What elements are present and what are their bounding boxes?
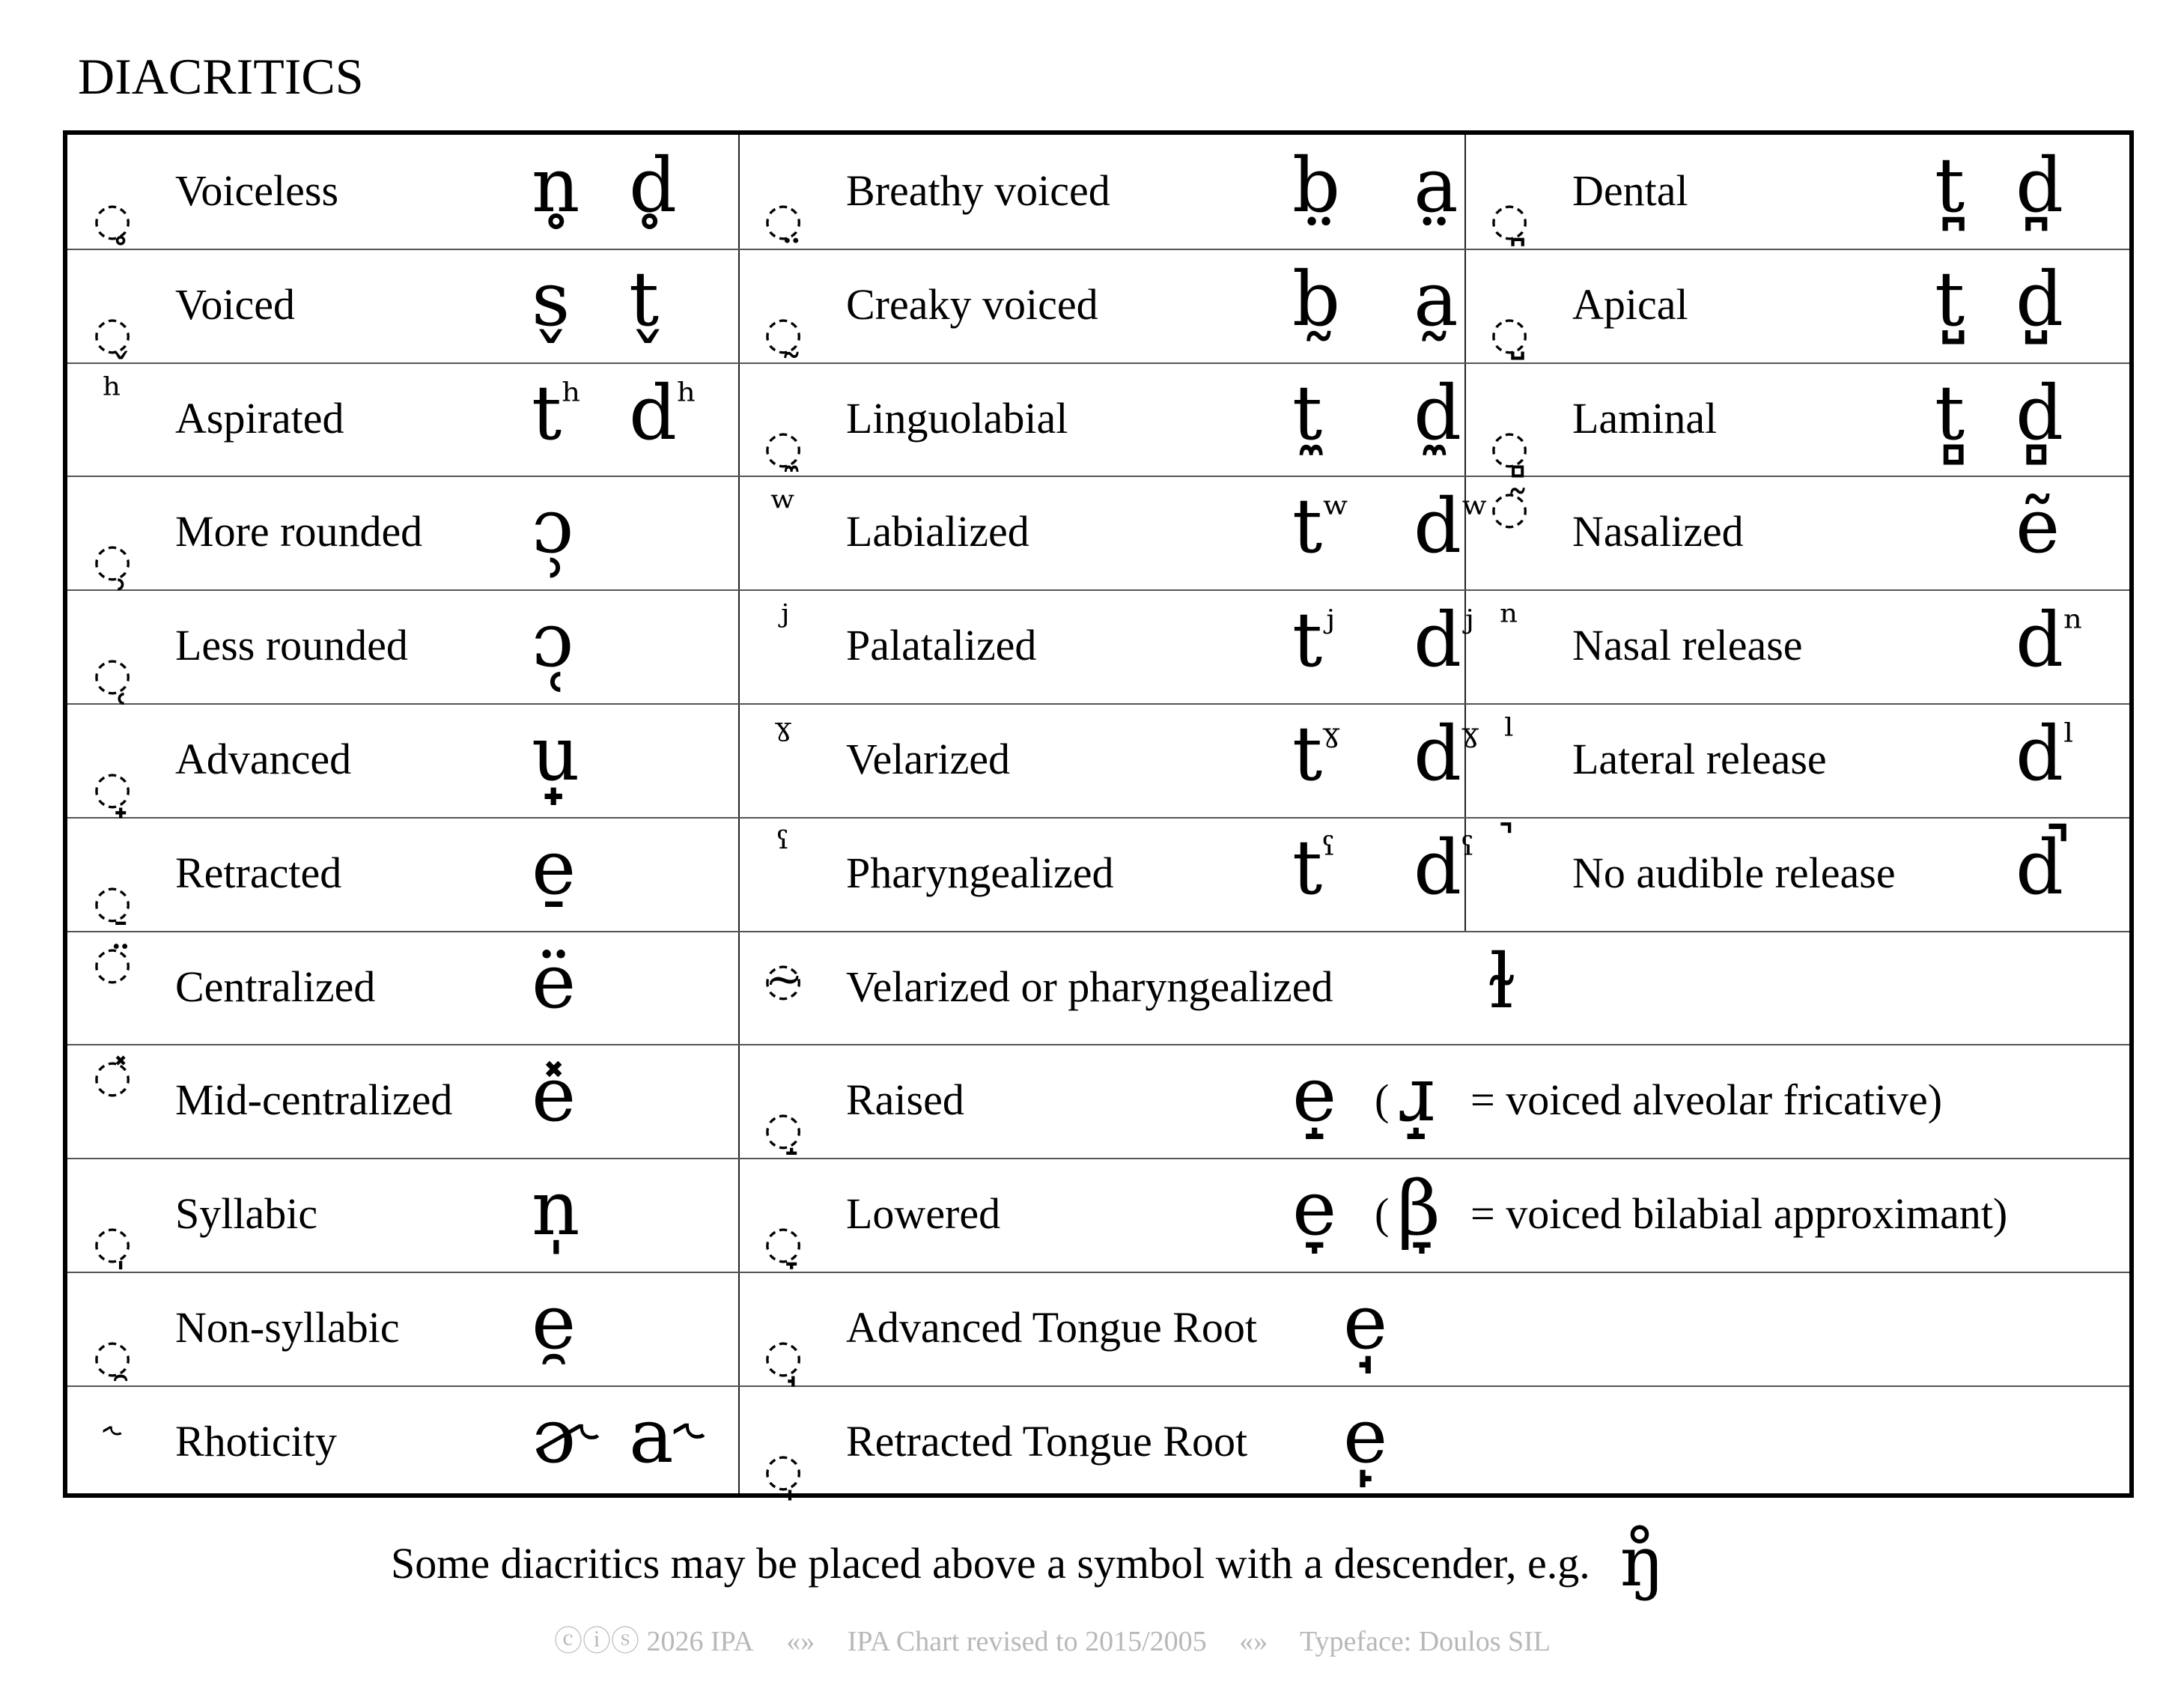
diacritic-mark xyxy=(82,1158,142,1271)
left-row xyxy=(67,362,738,476)
left-row xyxy=(67,476,738,589)
example-symbol-base: t xyxy=(532,369,562,457)
example-symbol xyxy=(2016,596,2084,684)
note-symbol: ɹ̝ xyxy=(1397,1051,1435,1138)
middle-row xyxy=(738,589,1474,702)
example-symbol-base: t̺ xyxy=(1935,255,1965,343)
diacritic-label: Dental xyxy=(1572,166,1688,215)
diacritic-mark xyxy=(1479,249,1539,362)
example-symbol xyxy=(2016,369,2064,457)
note-text: = voiced bilabial approximant) xyxy=(1470,1189,2008,1238)
left-row xyxy=(67,1044,738,1157)
right-row xyxy=(1464,589,2129,702)
diacritic-mark xyxy=(82,476,142,589)
example-symbol-base: t̬ xyxy=(629,255,660,343)
diacritic-glyph: ◌̘ xyxy=(763,1330,803,1382)
diacritic-glyph: ◌̈ xyxy=(92,937,133,989)
example-symbol-superscript: ˠ xyxy=(1461,714,1479,768)
credit-line xyxy=(554,1618,1576,1659)
left-row xyxy=(67,1385,738,1499)
diacritic-label: Velarized xyxy=(846,735,1010,783)
diacritic-glyph: ◌̴ xyxy=(763,953,803,1006)
example-symbol-base: ë xyxy=(532,938,577,1025)
middle-row xyxy=(738,135,1464,248)
diacritic-label: Linguolabial xyxy=(846,394,1068,443)
diacritic-mark xyxy=(82,362,142,476)
diacritic-glyph: ◌̩ xyxy=(92,1216,133,1269)
diacritic-glyph: ˠ xyxy=(774,709,792,762)
right-row xyxy=(1464,817,2129,930)
left-row xyxy=(67,931,738,1044)
credit-separator: «» xyxy=(786,1626,815,1657)
example-symbol-base: d xyxy=(1414,482,1462,570)
diacritic-glyph: ◌̽ xyxy=(92,1050,133,1102)
example-symbol xyxy=(532,938,577,1025)
diacritic-label: Advanced Tongue Root xyxy=(846,1303,1257,1352)
example-symbol-superscript: ˡ xyxy=(2063,714,2075,768)
example-symbol-base: e̙ xyxy=(1343,1392,1388,1480)
example-symbol xyxy=(629,369,697,457)
diacritic-mark xyxy=(1479,589,1539,702)
example-symbol-base: t̪ xyxy=(1935,142,1965,229)
diacritic-glyph xyxy=(1479,823,1539,875)
left-row xyxy=(67,703,738,816)
diacritic-label: Labialized xyxy=(846,507,1029,556)
diacritic-label: Apical xyxy=(1572,280,1688,329)
diacritic-mark xyxy=(82,931,142,1044)
example-symbol-base: d xyxy=(2016,710,2064,798)
diacritic-mark xyxy=(753,249,813,362)
diacritic-label: Rhoticity xyxy=(175,1417,337,1466)
diacritic-glyph: ◌̜ xyxy=(92,648,133,700)
example-symbol xyxy=(1292,1165,1337,1252)
diacritic-label: Raised xyxy=(846,1075,964,1124)
credit-separator: «» xyxy=(1239,1626,1268,1657)
diacritic-mark xyxy=(82,817,142,930)
example-symbol xyxy=(1292,596,1335,684)
diacritic-label: Nasal release xyxy=(1572,621,1803,670)
left-row xyxy=(67,589,738,702)
example-symbol-base: ɔ̹ xyxy=(532,482,574,570)
note-text: = voiced alveolar fricative) xyxy=(1470,1075,1943,1124)
example-symbol xyxy=(1292,142,1341,229)
diacritic-mark xyxy=(753,703,813,816)
example-symbol xyxy=(1292,255,1341,343)
middle-row xyxy=(738,817,1475,930)
example-symbol xyxy=(629,1392,705,1480)
footnote-example: ŋ̊ xyxy=(1619,1522,1665,1602)
diacritic-glyph: ʲ xyxy=(777,595,789,648)
example-symbol xyxy=(1935,255,1965,343)
diacritic-label: Centralized xyxy=(175,962,376,1011)
diacritic-mark xyxy=(1479,135,1539,248)
diacritic-mark xyxy=(753,1272,813,1385)
example-symbol-base: e̽ xyxy=(532,1051,577,1138)
example-symbol-base: d xyxy=(1414,824,1462,911)
example-symbol-base: e̝ xyxy=(1292,1051,1337,1138)
example-symbol xyxy=(2016,482,2060,570)
example-symbol xyxy=(532,142,580,229)
example-symbol-base: n̩ xyxy=(532,1165,580,1252)
example-symbol-base: t xyxy=(1292,596,1323,684)
example-symbol xyxy=(1292,482,1350,570)
example-symbol-base: d xyxy=(1414,710,1462,798)
left-row xyxy=(67,1272,738,1385)
diacritic-glyph: ◌̟ xyxy=(92,762,133,814)
diacritic-mark xyxy=(82,135,142,248)
example-symbol-base: d̪ xyxy=(2016,142,2064,229)
example-symbol-superscript: ʷ xyxy=(1322,486,1350,541)
diacritic-glyph: ◌̪ xyxy=(1489,193,1530,246)
example-symbol xyxy=(1414,142,1458,229)
example-symbol xyxy=(1414,369,1462,457)
wide-row xyxy=(738,1272,2129,1385)
example-symbol xyxy=(1487,938,1516,1025)
diacritic-label: Aspirated xyxy=(175,394,344,443)
right-row xyxy=(1464,249,2129,362)
diacritic-glyph: ◌̠ xyxy=(92,875,133,928)
example-symbol-base: t xyxy=(1292,710,1323,798)
diacritic-label: Voiceless xyxy=(175,166,339,215)
middle-row xyxy=(738,476,1489,589)
example-symbol-base: t xyxy=(1292,824,1323,911)
example-symbol xyxy=(532,482,574,570)
example-symbol xyxy=(532,1165,580,1252)
example-symbol-base: e̯ xyxy=(532,1278,577,1366)
diacritic-glyph: ◌̥ xyxy=(92,193,133,246)
wide-row xyxy=(738,931,2129,1044)
diacritic-mark xyxy=(82,249,142,362)
example-symbol-base: d xyxy=(629,369,678,457)
diacritic-label: Retracted xyxy=(175,848,342,897)
example-symbol xyxy=(1292,710,1340,798)
footnote-text: Some diacritics may be placed above a symbol with a descender, e.g. xyxy=(391,1539,1590,1588)
diacritic-glyph: ◌̙ xyxy=(763,1444,803,1496)
example-symbol-superscript: ˤ xyxy=(1322,828,1336,882)
example-symbol xyxy=(532,369,582,457)
diacritic-label: Advanced xyxy=(175,735,352,783)
diacritic-mark xyxy=(753,931,813,1044)
diacritic-glyph: ◌̰ xyxy=(763,307,803,359)
page-title: DIACRITICS xyxy=(78,48,364,105)
example-symbol xyxy=(532,824,577,911)
example-symbol-base: t̻ xyxy=(1935,369,1965,457)
example-symbol-base: u̟ xyxy=(532,710,580,798)
credit-typeface: Typeface: Doulos SIL xyxy=(1300,1626,1551,1657)
example-symbol-base: d̺ xyxy=(2016,255,2064,343)
example-symbol-base: d̻ xyxy=(2016,369,2064,457)
wide-row xyxy=(738,1044,2129,1157)
diacritic-glyph: ⁿ xyxy=(1500,595,1519,648)
middle-row xyxy=(738,249,1464,362)
example-symbol-base: b̰ xyxy=(1292,255,1341,343)
diacritic-label: Pharyngealized xyxy=(846,848,1114,897)
example-symbol xyxy=(2016,710,2075,798)
diacritic-glyph: ˞ xyxy=(103,1408,122,1460)
diacritic-glyph: ◌̬ xyxy=(92,307,133,359)
example-symbol xyxy=(1414,255,1458,343)
diacritic-label: Breathy voiced xyxy=(846,166,1110,215)
diacritic-label: Voiced xyxy=(175,280,296,329)
example-symbol xyxy=(1292,369,1323,457)
example-symbol-base: ẽ xyxy=(2016,482,2060,570)
diacritic-label: Laminal xyxy=(1572,394,1718,443)
example-symbol xyxy=(1343,1392,1388,1480)
left-row xyxy=(67,249,738,362)
right-row xyxy=(1464,703,2129,816)
example-symbol xyxy=(1935,369,1965,457)
diacritic-mark xyxy=(753,135,813,248)
example-symbol xyxy=(532,1392,595,1480)
example-symbol-superscript: ʰ xyxy=(562,373,582,428)
example-symbol-base: ɚ xyxy=(532,1392,595,1480)
example-symbol-base: t̼ xyxy=(1292,369,1323,457)
example-symbol xyxy=(1935,142,1965,229)
example-symbol-base: ɔ̜ xyxy=(532,596,574,684)
left-row xyxy=(67,817,738,930)
diacritic-mark xyxy=(753,1385,813,1499)
diacritic-mark xyxy=(1479,476,1539,589)
diacritic-label: Less rounded xyxy=(175,621,408,670)
diacritic-glyph: ◌̯ xyxy=(92,1330,133,1382)
note-paren: ( xyxy=(1375,1189,1390,1238)
diacritic-label: Velarized or pharyngealized xyxy=(846,962,1333,1011)
example-symbol xyxy=(2016,255,2064,343)
example-symbol-base: e̞ xyxy=(1292,1165,1337,1252)
diacritic-mark xyxy=(753,589,813,702)
example-symbol-base: d̥ xyxy=(629,142,678,229)
example-symbol-superscript: ˠ xyxy=(1322,714,1340,768)
credit-revision: IPA Chart revised to 2015/2005 xyxy=(847,1626,1207,1657)
example-symbol-base: n̥ xyxy=(532,142,580,229)
example-symbol-superscript: ʲ xyxy=(1322,600,1335,655)
diacritic-mark xyxy=(82,589,142,702)
diacritic-mark xyxy=(1479,362,1539,476)
footnote xyxy=(391,1520,1665,1602)
diacritic-mark xyxy=(753,1044,813,1157)
diacritic-label: Syllabic xyxy=(175,1189,318,1238)
right-row xyxy=(1464,135,2129,248)
example-symbol-base: e̘ xyxy=(1343,1278,1388,1366)
example-symbol-base: a̰ xyxy=(1414,255,1458,343)
diacritic-label: No audible release xyxy=(1572,848,1896,897)
diacritic-mark xyxy=(82,1044,142,1157)
diacritic-glyph: ◌̹ xyxy=(92,534,133,586)
left-row xyxy=(67,135,738,248)
diacritic-mark xyxy=(82,703,142,816)
diacritics-table xyxy=(63,130,2134,1498)
example-symbol-superscript: ʲ xyxy=(1461,600,1474,655)
diacritic-glyph: ˡ xyxy=(1503,709,1515,762)
diacritic-glyph: ◌̻ xyxy=(1489,421,1530,473)
example-symbol-base: d̚ xyxy=(2016,824,2064,911)
example-symbol-base: s̬ xyxy=(532,255,571,343)
example-symbol xyxy=(532,596,574,684)
diacritic-glyph: ʰ xyxy=(103,368,122,421)
diacritic-mark xyxy=(753,476,813,589)
example-symbol xyxy=(1292,1051,1337,1138)
example-symbol-superscript: ʷ xyxy=(1461,486,1489,541)
example-symbol-base: d xyxy=(2016,596,2064,684)
example-symbol-base: e̠ xyxy=(532,824,577,911)
diacritic-glyph: ◌̺ xyxy=(1489,307,1530,359)
example-symbol xyxy=(532,255,571,343)
example-symbol xyxy=(1292,824,1336,911)
diacritic-label: Mid-centralized xyxy=(175,1075,453,1124)
example-symbol-superscript: ˤ xyxy=(1461,828,1475,882)
example-symbol xyxy=(629,255,660,343)
diacritic-label: Lateral release xyxy=(1572,735,1827,783)
example-symbol xyxy=(532,1051,577,1138)
example-symbol-base: a˞ xyxy=(629,1392,705,1480)
right-row xyxy=(1464,362,2129,476)
wide-row xyxy=(738,1385,2129,1499)
diacritic-mark xyxy=(1479,817,1539,930)
example-symbol-base: b̤ xyxy=(1292,142,1341,229)
note-symbol: β̞ xyxy=(1397,1165,1441,1252)
example-symbol xyxy=(629,142,678,229)
diacritic-label: Non-syllabic xyxy=(175,1303,400,1352)
example-symbol-base: t xyxy=(1292,482,1323,570)
middle-row xyxy=(738,362,1464,476)
diacritic-glyph: ◌̝ xyxy=(763,1102,803,1155)
diacritic-label: Palatalized xyxy=(846,621,1037,670)
diacritic-mark xyxy=(82,1272,142,1385)
diacritic-mark xyxy=(753,817,813,930)
diacritic-glyph: ʷ xyxy=(770,482,797,534)
middle-row xyxy=(738,703,1479,816)
example-symbol-base: d̼ xyxy=(1414,369,1462,457)
example-symbol-base: d xyxy=(1414,596,1462,684)
diacritic-glyph: ◌̤ xyxy=(763,193,803,246)
example-symbol-superscript: ʰ xyxy=(677,373,697,428)
diacritic-glyph: ◌̼ xyxy=(763,421,803,473)
wide-row xyxy=(738,1158,2129,1271)
example-symbol-base: ɫ xyxy=(1487,938,1516,1025)
diacritic-label: Lowered xyxy=(846,1189,1001,1238)
diacritic-mark xyxy=(1479,703,1539,816)
credit-license: ⓒⓘⓢ 2026 IPA xyxy=(554,1626,754,1657)
note-paren: ( xyxy=(1375,1075,1390,1124)
diacritic-label: Retracted Tongue Root xyxy=(846,1417,1248,1466)
diacritic-mark xyxy=(82,1385,142,1499)
diacritic-glyph: ˤ xyxy=(776,823,790,875)
example-symbol-base: a̤ xyxy=(1414,142,1458,229)
diacritic-glyph: ◌̃ xyxy=(1489,482,1530,534)
example-symbol xyxy=(2016,824,2064,911)
left-row xyxy=(67,1158,738,1271)
diacritic-glyph: ◌̞ xyxy=(763,1216,803,1269)
right-row xyxy=(1464,476,2129,589)
diacritic-mark xyxy=(753,1158,813,1271)
example-symbol xyxy=(532,710,580,798)
diacritic-label: More rounded xyxy=(175,507,423,556)
example-symbol xyxy=(532,1278,577,1366)
example-symbol xyxy=(1343,1278,1388,1366)
example-symbol-superscript: ⁿ xyxy=(2063,600,2084,655)
diacritic-label: Creaky voiced xyxy=(846,280,1098,329)
diacritic-mark xyxy=(753,362,813,476)
diacritic-label: Nasalized xyxy=(1572,507,1744,556)
example-symbol xyxy=(2016,142,2064,229)
